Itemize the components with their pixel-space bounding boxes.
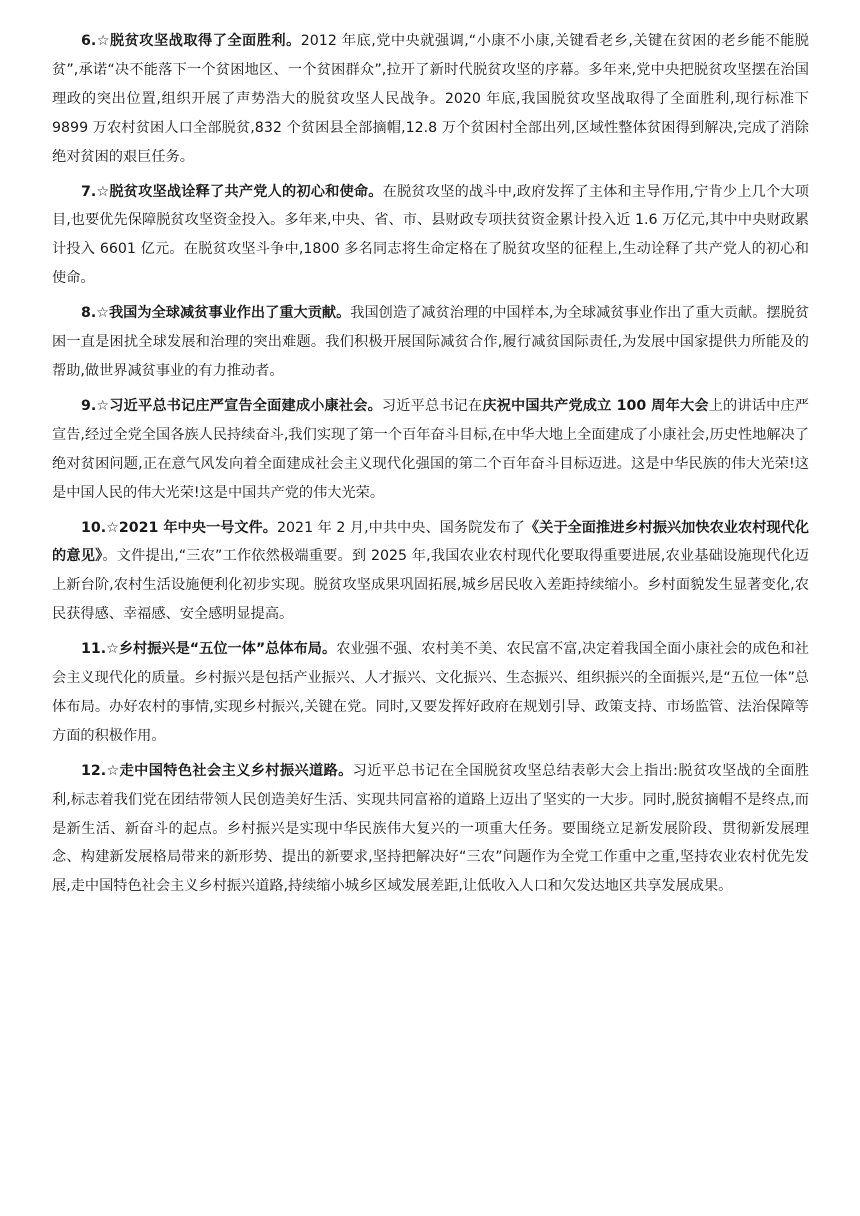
paragraph-12-heading: 12.☆走中国特色社会主义乡村振兴道路。 — [81, 762, 353, 779]
paragraph-7 — [52, 178, 809, 294]
paragraph-9-emphasis: 庆祝中国共产党成立 100 周年大会 — [482, 397, 709, 414]
paragraph-8-text: 我国创造了减贫治理的中国样本,为全球减贫事业作出了重大贡献。摆脱贫困一直是困扰全球发展和治理的突出难题。我们积极开展国际减贫合作,履行减贫国际责任,为发展中国家提供力所能及的帮助,做世界减贫事业的有力推动者。 — [52, 305, 810, 379]
paragraph-12-text: 习近平总书记在全国脱贫攻坚总结表彰大会上指出:脱贫攻坚战的全面胜利,标志着我们党在团结带领人民创造美好生活、实现共同富裕的道路上迈出了坚实的一大步。同时,脱贫摘帽不是终点,而是新生活、新奋斗的起点。乡村振兴是实现中华民族伟大复兴的一项重大任务。要围绕立足新发展阶段、贯彻新发展理念、构建新发展格局带来的新形势、提出的新要求,坚持把解决好“三农”问题作为全党工作重中之重,坚持农业农村优先发展,走中国特色社会主义乡村振兴道路,持续缩小城乡区域发展差距,让低收入人口和欠发达地区共享发展成果。 — [52, 762, 809, 895]
paragraph-9-text-after: 上的讲话中庄严宣告,经过全党全国各族人民持续奋斗,我们实现了第一个百年奋斗目标,在中华大地上全面建成了小康社会,历史性地解决了绝对贫困问题,正在意气风发向着全面建成社会主义现代化强国的第二个百年奋斗目标迈进。这是中华民族的伟大光荣!这是中国人民的伟大光荣!这是中国共产党的伟大光荣。 — [52, 397, 809, 501]
paragraph-6-text: 2012 年底,党中央就强调,“小康不小康,关键看老乡,关键在贫困的老乡能不能脱贫”,承诺“决不能落下一个贫困地区、一个贫困群众”,拉开了新时代脱贫攻坚的序幕。多年来,党中央把脱贫攻坚摆在治国理政的突出位置,组织开展了声势浩大的脱贫攻坚人民战争。2020 年底,我国脱贫攻坚战取得了全面胜利,现行标准下 9899 万农村贫困人口全部脱贫,832 个贫困县全部摘帽,12.8 万个贫困村全部出列,区域性整体贫困得到解决,完成了消除绝对贫困的艰巨任务。 — [52, 33, 809, 165]
paragraph-10-text-after: 。文件提出,“三农”工作依然极端重要。到 2025 年,我国农业农村现代化要取得重要进展,农业基础设施现代化迈上新台阶,农村生活设施便利化初步实现。脱贫攻坚成果巩固拓展,城乡居民收入差距持续缩小。乡村面貌发生显著变化,农民获得感、幸福感、安全感明显提高。 — [52, 548, 809, 623]
paragraph-12 — [52, 757, 809, 902]
paragraph-10-text-before: 2021 年 2 月,中共中央、国务院发布了 — [276, 519, 525, 536]
paragraph-11-heading: 11.☆乡村振兴是“五位一体”总体布局。 — [81, 641, 337, 658]
paragraph-6 — [52, 27, 809, 172]
paragraph-7-text: 在脱贫攻坚的战斗中,政府发挥了主体和主导作用,宁肯少上几个大项目,也要优先保障脱贫攻坚资金投入。多年来,中央、省、市、县财政专项扶贫资金累计投入近 1.6 万亿元,其中中央财政累计投入 6601 亿元。在脱贫攻坚斗争中,1800 多名同志将生命定格在了脱贫攻坚的征程上,生动诠释了共产党人的初心和使命。 — [52, 183, 809, 287]
paragraph-6-heading: 6.☆脱贫攻坚战取得了全面胜利。 — [81, 33, 301, 49]
paragraph-10-heading: 10.☆2021 年中央一号文件。 — [81, 519, 277, 536]
paragraph-9-text-before: 习近平总书记在 — [381, 397, 483, 414]
paragraph-11-text: 农业强不强、农村美不美、农民富不富,决定着我国全面小康社会的成色和社会主义现代化的质量。乡村振兴是包括产业振兴、人才振兴、文化振兴、生态振兴、组织振兴的全面振兴,是“五位一体”总体布局。办好农村的事情,实现乡村振兴,关键在党。同时,又要发挥好政府在规划引导、政策支持、市场监管、法治保障等方面的积极作用。 — [52, 641, 809, 744]
paragraph-11 — [52, 635, 809, 751]
paragraph-8-heading: 8.☆我国为全球减贫事业作出了重大贡献。 — [81, 305, 351, 322]
paragraph-8 — [52, 299, 809, 386]
paragraph-10-document-title: 《关于全面推进乡村振兴加快农业农村现代化的意见》 — [52, 519, 809, 565]
paragraph-9-heading: 9.☆习近平总书记庄严宣告全面建成小康社会。 — [81, 397, 382, 414]
paragraph-10 — [52, 514, 809, 630]
paragraph-9 — [52, 392, 809, 508]
document-body — [52, 27, 809, 907]
paragraph-7-heading: 7.☆脱贫攻坚战诠释了共产党人的初心和使命。 — [81, 183, 383, 200]
